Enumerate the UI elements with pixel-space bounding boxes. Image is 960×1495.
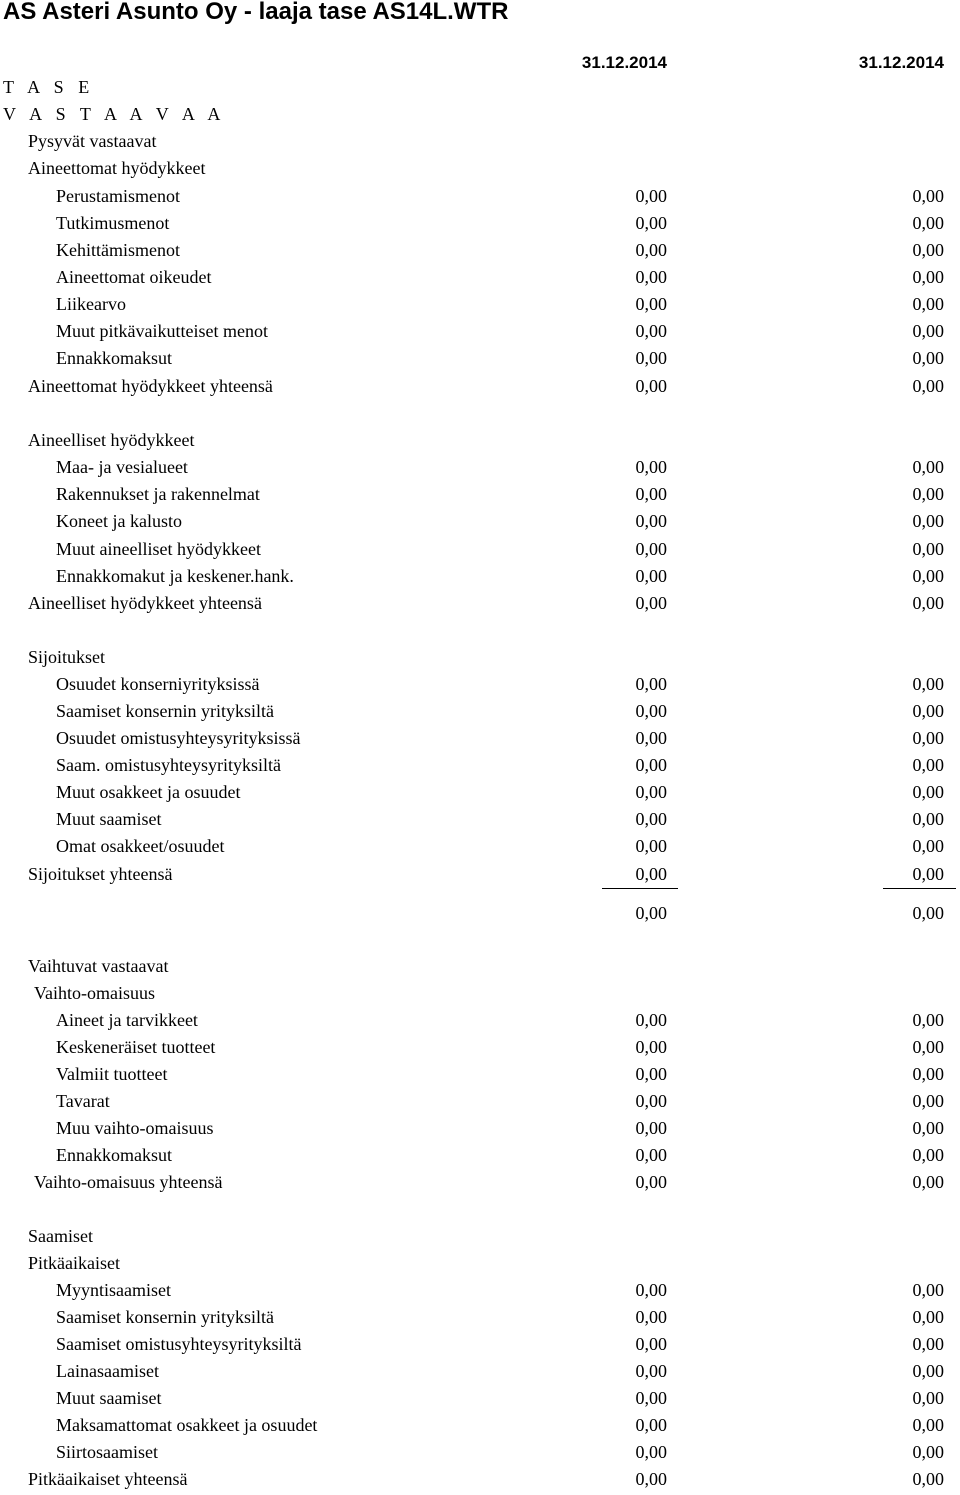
total-previous: 0,00 xyxy=(912,1172,944,1192)
value-previous: 0,00 xyxy=(912,1388,944,1408)
total-row xyxy=(0,590,960,617)
subgroup-label: Saamiset xyxy=(28,1226,93,1246)
value-previous: 0,00 xyxy=(912,701,944,721)
subgroup-heading xyxy=(0,1250,960,1277)
subtotal-rule xyxy=(602,888,678,889)
row-label: Osuudet konserniyrityksissä xyxy=(56,674,260,694)
value-current: 0,00 xyxy=(635,294,667,314)
subgroup-heading xyxy=(0,980,960,1007)
value-previous: 0,00 xyxy=(912,1145,944,1165)
row-label: Liikearvo xyxy=(56,294,126,314)
row-label: Muu vaihto-omaisuus xyxy=(56,1118,214,1138)
total-label: Aineettomat hyödykkeet yhteensä xyxy=(28,376,273,396)
subgroup-heading xyxy=(0,644,960,671)
total-label: Pitkäaikaiset yhteensä xyxy=(28,1469,188,1489)
value-previous: 0,00 xyxy=(912,1361,944,1381)
row-label: Keskeneräiset tuotteet xyxy=(56,1037,216,1057)
table-row xyxy=(0,1385,960,1412)
row-label: Muut osakkeet ja osuudet xyxy=(56,782,241,802)
row-label: Saamiset omistusyhteysyrityksiltä xyxy=(56,1334,302,1354)
value-previous: 0,00 xyxy=(912,1307,944,1327)
row-label: Saamiset konsernin yrityksiltä xyxy=(56,701,274,721)
row-label: Tutkimusmenot xyxy=(56,213,170,233)
subgroup-label: Aineettomat hyödykkeet xyxy=(28,158,206,178)
section-heading-vastaavaa xyxy=(0,101,960,128)
table-row xyxy=(0,563,960,590)
table-row xyxy=(0,1358,960,1385)
value-previous: 0,00 xyxy=(912,809,944,829)
row-label: Tavarat xyxy=(56,1091,110,1111)
row-label: Aineet ja tarvikkeet xyxy=(56,1010,198,1030)
row-label: Osuudet omistusyhteysyrityksissä xyxy=(56,728,301,748)
table-row xyxy=(0,1061,960,1088)
table-row xyxy=(0,345,960,372)
row-label: Aineettomat oikeudet xyxy=(56,267,212,287)
section-label: T A S E xyxy=(3,77,95,97)
total-row xyxy=(0,373,960,400)
group-label: Pysyvät vastaavat xyxy=(28,131,157,151)
value-previous: 0,00 xyxy=(912,1442,944,1462)
value-current: 0,00 xyxy=(635,566,667,586)
total-row xyxy=(0,1169,960,1196)
value-previous: 0,00 xyxy=(912,484,944,504)
value-current: 0,00 xyxy=(635,1415,667,1435)
value-current: 0,00 xyxy=(635,1037,667,1057)
subgroup-label: Pitkäaikaiset xyxy=(28,1253,120,1273)
group-heading-pysyvat xyxy=(0,128,960,155)
total-current: 0,00 xyxy=(635,864,667,884)
table-row xyxy=(0,1331,960,1358)
value-previous: 0,00 xyxy=(912,213,944,233)
value-current: 0,00 xyxy=(635,1307,667,1327)
row-label: Muut aineelliset hyödykkeet xyxy=(56,539,261,559)
table-row xyxy=(0,671,960,698)
row-label: Muut saamiset xyxy=(56,809,162,829)
value-previous: 0,00 xyxy=(912,267,944,287)
row-label: Muut saamiset xyxy=(56,1388,162,1408)
row-label: Saamiset konsernin yrityksiltä xyxy=(56,1307,274,1327)
value-current: 0,00 xyxy=(635,484,667,504)
section-heading-tase xyxy=(0,74,960,101)
report-title: AS Asteri Asunto Oy - laaja tase AS14L.WTR xyxy=(3,0,509,25)
group-heading-vaihtuvat xyxy=(0,953,960,980)
table-row xyxy=(0,1439,960,1466)
value-previous: 0,00 xyxy=(912,1118,944,1138)
table-row xyxy=(0,183,960,210)
grand-total-current: 0,00 xyxy=(635,903,667,923)
table-row xyxy=(0,1034,960,1061)
value-current: 0,00 xyxy=(635,1145,667,1165)
total-previous: 0,00 xyxy=(912,864,944,884)
value-previous: 0,00 xyxy=(912,566,944,586)
value-previous: 0,00 xyxy=(912,457,944,477)
total-row xyxy=(0,861,960,888)
value-previous: 0,00 xyxy=(912,755,944,775)
value-current: 0,00 xyxy=(635,213,667,233)
total-current: 0,00 xyxy=(635,1172,667,1192)
column-header-current: 31.12.2014 xyxy=(581,53,667,72)
row-label: Ennakkomakut ja keskener.hank. xyxy=(56,566,294,586)
table-row xyxy=(0,806,960,833)
value-previous: 0,00 xyxy=(912,728,944,748)
table-row xyxy=(0,1142,960,1169)
column-header-previous: 31.12.2014 xyxy=(858,53,944,72)
subgroup-heading xyxy=(0,427,960,454)
value-previous: 0,00 xyxy=(912,294,944,314)
row-label: Valmiit tuotteet xyxy=(56,1064,168,1084)
row-label: Omat osakkeet/osuudet xyxy=(56,836,225,856)
table-row xyxy=(0,536,960,563)
value-current: 0,00 xyxy=(635,782,667,802)
value-current: 0,00 xyxy=(635,1361,667,1381)
row-label: Ennakkomaksut xyxy=(56,348,172,368)
value-current: 0,00 xyxy=(635,1064,667,1084)
row-label: Koneet ja kalusto xyxy=(56,511,182,531)
row-label: Muut pitkävaikutteiset menot xyxy=(56,321,268,341)
value-current: 0,00 xyxy=(635,240,667,260)
value-current: 0,00 xyxy=(635,267,667,287)
total-current: 0,00 xyxy=(635,593,667,613)
value-current: 0,00 xyxy=(635,1280,667,1300)
table-row xyxy=(0,1277,960,1304)
value-current: 0,00 xyxy=(635,674,667,694)
value-current: 0,00 xyxy=(635,321,667,341)
value-current: 0,00 xyxy=(635,186,667,206)
value-previous: 0,00 xyxy=(912,674,944,694)
value-previous: 0,00 xyxy=(912,1334,944,1354)
total-label: Aineelliset hyödykkeet yhteensä xyxy=(28,593,262,613)
row-label: Kehittämismenot xyxy=(56,240,180,260)
value-previous: 0,00 xyxy=(912,1037,944,1057)
row-label: Lainasaamiset xyxy=(56,1361,159,1381)
value-previous: 0,00 xyxy=(912,1091,944,1111)
row-label: Maa- ja vesialueet xyxy=(56,457,188,477)
row-label: Siirtosaamiset xyxy=(56,1442,158,1462)
value-current: 0,00 xyxy=(635,1091,667,1111)
total-previous: 0,00 xyxy=(912,593,944,613)
table-row xyxy=(0,1412,960,1439)
table-row xyxy=(0,1007,960,1034)
value-previous: 0,00 xyxy=(912,836,944,856)
value-current: 0,00 xyxy=(635,1334,667,1354)
value-current: 0,00 xyxy=(635,1442,667,1462)
value-previous: 0,00 xyxy=(912,321,944,341)
value-current: 0,00 xyxy=(635,348,667,368)
subgroup-label: Vaihto-omaisuus xyxy=(34,983,155,1003)
table-row xyxy=(0,481,960,508)
value-previous: 0,00 xyxy=(912,511,944,531)
value-current: 0,00 xyxy=(635,809,667,829)
value-current: 0,00 xyxy=(635,728,667,748)
value-current: 0,00 xyxy=(635,1010,667,1030)
total-row xyxy=(0,1466,960,1493)
total-previous: 0,00 xyxy=(912,1469,944,1489)
value-previous: 0,00 xyxy=(912,1415,944,1435)
value-current: 0,00 xyxy=(635,511,667,531)
value-current: 0,00 xyxy=(635,1118,667,1138)
table-row xyxy=(0,1115,960,1142)
value-current: 0,00 xyxy=(635,1388,667,1408)
total-label: Sijoitukset yhteensä xyxy=(28,864,173,884)
total-label: Vaihto-omaisuus yhteensä xyxy=(34,1172,223,1192)
value-previous: 0,00 xyxy=(912,240,944,260)
row-label: Ennakkomaksut xyxy=(56,1145,172,1165)
row-label: Maksamattomat osakkeet ja osuudet xyxy=(56,1415,318,1435)
table-row xyxy=(0,264,960,291)
total-previous: 0,00 xyxy=(912,376,944,396)
table-row xyxy=(0,752,960,779)
value-previous: 0,00 xyxy=(912,1280,944,1300)
grand-total-previous: 0,00 xyxy=(912,903,944,923)
value-current: 0,00 xyxy=(635,457,667,477)
section-label: V A S T A A V A A xyxy=(3,104,226,124)
table-row xyxy=(0,454,960,481)
row-label: Saam. omistusyhteysyrityksiltä xyxy=(56,755,281,775)
subgroup-heading xyxy=(0,1223,960,1250)
table-row xyxy=(0,833,960,860)
subgroup-label: Sijoitukset xyxy=(28,647,106,667)
value-previous: 0,00 xyxy=(912,348,944,368)
row-label: Rakennukset ja rakennelmat xyxy=(56,484,260,504)
table-row xyxy=(0,1088,960,1115)
total-current: 0,00 xyxy=(635,1469,667,1489)
table-row xyxy=(0,210,960,237)
value-previous: 0,00 xyxy=(912,782,944,802)
value-previous: 0,00 xyxy=(912,539,944,559)
value-previous: 0,00 xyxy=(912,186,944,206)
value-current: 0,00 xyxy=(635,539,667,559)
subgroup-heading xyxy=(0,155,960,182)
table-row xyxy=(0,698,960,725)
table-row xyxy=(0,508,960,535)
subtotal-rule xyxy=(883,888,956,889)
table-row xyxy=(0,318,960,345)
table-row xyxy=(0,779,960,806)
table-row xyxy=(0,291,960,318)
table-row xyxy=(0,725,960,752)
value-current: 0,00 xyxy=(635,701,667,721)
subgroup-label: Aineelliset hyödykkeet xyxy=(28,430,195,450)
value-previous: 0,00 xyxy=(912,1064,944,1084)
grand-total-row xyxy=(0,900,960,927)
row-label: Perustamismenot xyxy=(56,186,180,206)
value-current: 0,00 xyxy=(635,836,667,856)
group-label: Vaihtuvat vastaavat xyxy=(28,956,169,976)
value-current: 0,00 xyxy=(635,755,667,775)
table-row xyxy=(0,237,960,264)
value-previous: 0,00 xyxy=(912,1010,944,1030)
total-current: 0,00 xyxy=(635,376,667,396)
row-label: Myyntisaamiset xyxy=(56,1280,171,1300)
table-row xyxy=(0,1304,960,1331)
